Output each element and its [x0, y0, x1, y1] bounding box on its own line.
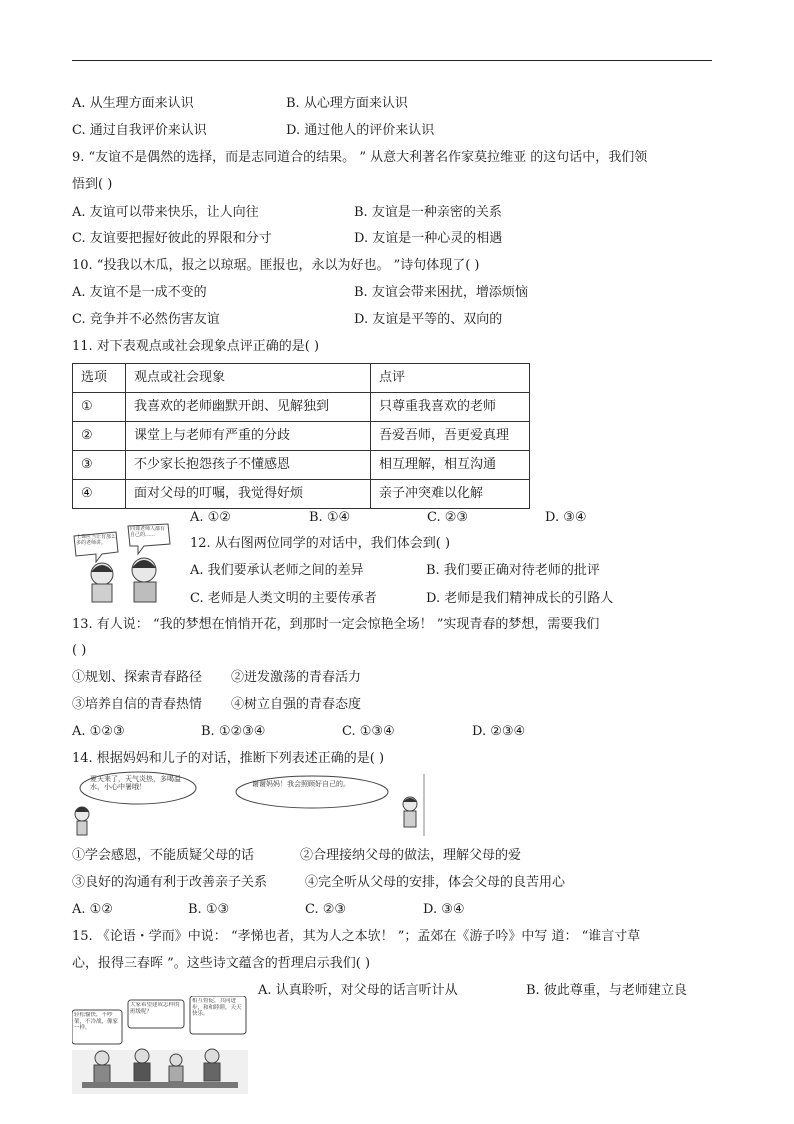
bubble-3-text: 相互督促，共同进步，和和睦睦，天天快乐。: [192, 998, 242, 1017]
table-cell: ②: [73, 422, 126, 451]
q8-option-b: B. 从心理方面来认识: [286, 96, 408, 111]
q14-mother-son-illustration: [72, 770, 428, 840]
bubble-2-text: 大家希望建成怎样的班级呢？: [130, 1002, 180, 1015]
table-header-row: [73, 364, 530, 393]
q11-table: [72, 363, 530, 509]
q9-option-a: A. 友谊可以带来快乐，让人向往: [72, 205, 259, 220]
q8-option-d: D. 通过他人的评价来认识: [286, 123, 435, 138]
table-header-cell: 观点或社会现象: [126, 364, 371, 393]
q10-stem: 10. “投我以木瓜，报之以琼琚。匪报也，永以为好也。 ”诗句体现了( ): [72, 258, 480, 273]
bubble-1-text: 轻松愉快，不吵架，不冷战，像家一样。: [74, 1012, 119, 1031]
q14-option-a: A. ①②: [72, 902, 113, 917]
q10-option-b: B. 友谊会带来困扰，增添烦恼: [354, 285, 528, 300]
q14-statement-4: ④完全听从父母的安排，体会父母的良苦用心: [305, 875, 566, 890]
q12-two-students-illustration: [72, 522, 178, 604]
q15-class-meeting-illustration: [72, 996, 248, 1094]
q14-statement-1: ①学会感恩，不能质疑父母的话: [72, 848, 255, 863]
header-rule: [72, 60, 712, 61]
q14-option-d: D. ③④: [423, 902, 465, 917]
q13-option-a: A. ①②③: [72, 724, 125, 739]
q13-stem: 13. 有人说： “我的梦想在悄悄开花，到那时一定会惊艳全场！ ”实现青春的梦想，需要我们: [72, 617, 600, 632]
q9-option-c: C. 友谊要把握好彼此的界限和分寸: [72, 231, 272, 246]
q9-stem: 9. “友谊不是偶然的选择，而是志同道合的结果。 ” 从意大利著名作家莫拉维亚 的这句话中，我们领: [72, 150, 648, 165]
table-row: [73, 393, 530, 422]
q12-option-b: B. 我们要正确对待老师的批评: [426, 563, 600, 578]
q11-option-d: D. ③④: [545, 510, 587, 525]
table-cell: 相互理解，相互沟通: [371, 451, 530, 480]
q12-option-a: A. 我们要承认老师之间的差异: [190, 563, 364, 578]
q12-stem: 12. 从右图两位同学的对话中，我们体会到( ): [190, 536, 451, 551]
table-row: [73, 480, 530, 509]
bubble-mother-text: 夏天来了，天气炎热，多喝温水，小心中暑哦！: [90, 775, 181, 791]
bubble-son-text: 谢谢妈妈！我会照顾好自己的。: [252, 780, 350, 788]
q12-option-d: D. 老师是我们精神成长的引路人: [426, 591, 614, 606]
q10-option-c: C. 竞争并不必然伤害友谊: [72, 312, 220, 327]
q13-statement-4: ④树立自强的青春态度: [231, 697, 362, 712]
q13-statement-3: ③培养自信的青春热情: [72, 697, 203, 712]
q14-statement-3: ③良好的沟通有利于改善亲子关系: [72, 875, 268, 890]
q8-option-a: A. 从生理方面来认识: [72, 96, 194, 111]
q15-stem: 15. 《论语・学而》中说： “孝悌也者，其为人之本欤！ ”；孟郊在《游子吟》中写 道： “谁言寸草: [72, 929, 641, 944]
table-cell: 面对父母的叮嘱，我觉得好烦: [126, 480, 371, 509]
table-cell: 亲子冲突难以化解: [371, 480, 530, 509]
table-cell: ①: [73, 393, 126, 422]
q9-option-d: D. 友谊是一种心灵的相遇: [354, 231, 503, 246]
table-header-cell: 点评: [371, 364, 530, 393]
q11-option-c: C. ②③: [427, 510, 469, 525]
table-cell: 只尊重我喜欢的老师: [371, 393, 530, 422]
table-cell: ④: [73, 480, 126, 509]
q13-option-b: B. ①②③④: [201, 724, 266, 739]
q8-option-c: C. 通过自我评价来认识: [72, 123, 207, 138]
table-cell: 不少家长抱怨孩子不懂感恩: [126, 451, 371, 480]
q10-option-d: D. 友谊是平等的、双向的: [354, 312, 503, 327]
q11-option-b: B. ①④: [309, 510, 351, 525]
q13-statement-2: ②迸发激荡的青春活力: [231, 670, 362, 685]
q13-stem-cont: ( ): [72, 643, 87, 658]
table-cell: 我喜欢的老师幽默开朗、见解独到: [126, 393, 371, 422]
q14-statement-2: ②合理接纳父母的做法，理解父母的爱: [300, 848, 522, 863]
bubble-right-text: 同课老师人都有自己的……: [130, 526, 166, 538]
q14-option-c: C. ②③: [305, 902, 347, 917]
q14-option-b: B. ①③: [188, 902, 230, 917]
table-cell: 吾爱吾师，吾更爱真理: [371, 422, 530, 451]
q11-option-a: A. ①②: [190, 510, 231, 525]
table-cell: ③: [73, 451, 126, 480]
q13-option-c: C. ①③④: [342, 724, 395, 739]
q9-option-b: B. 友谊是一种亲密的关系: [354, 205, 502, 220]
q15-stem-cont: 心，报得三春晖 ”。这些诗文蕴含的哲理启示我们( ): [72, 956, 371, 971]
q13-statement-1: ①规划、探索青春路径: [72, 670, 203, 685]
table-cell: 课堂上与老师有严重的分歧: [126, 422, 371, 451]
table-header-cell: 选项: [73, 364, 126, 393]
q9-stem-cont: 悟到( ): [72, 177, 113, 192]
q14-stem: 14. 根据妈妈和儿子的对话，推断下列表述正确的是( ): [72, 751, 385, 766]
q10-option-a: A. 友谊不是一成不变的: [72, 285, 207, 300]
q15-option-b: B. 彼此尊重，与老师建立良: [526, 983, 687, 998]
table-row: [73, 451, 530, 480]
q13-option-d: D. ②③④: [472, 724, 526, 739]
bubble-left-text: 上课应当让有那么多的老师讲。: [76, 534, 116, 546]
q15-option-a: A. 认真聆听，对父母的话言听计从: [258, 983, 458, 998]
table-row: [73, 422, 530, 451]
q11-stem: 11. 对下表观点或社会现象点评正确的是( ): [72, 339, 320, 354]
q12-option-c: C. 老师是人类文明的主要传承者: [190, 591, 377, 606]
